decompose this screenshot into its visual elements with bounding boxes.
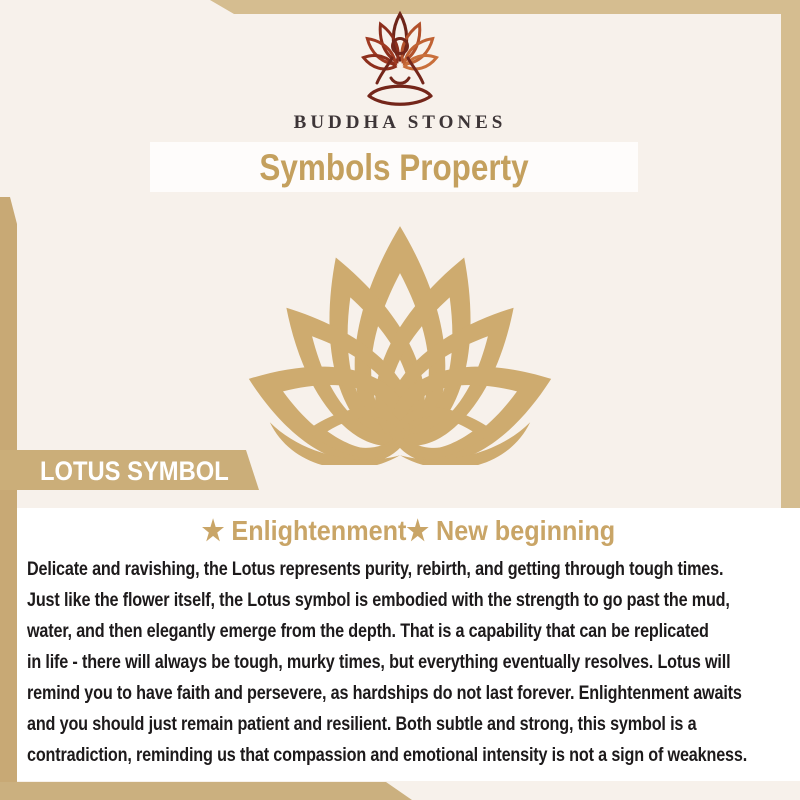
body-line: in life - there will always be tough, murky times, but everything eventually resolves. Lotus will (27, 651, 731, 673)
content-panel (17, 508, 800, 781)
title-box (150, 142, 638, 192)
body-line: water, and then elegantly emerge from the depth. That is a capability that can be replicated (27, 620, 709, 642)
ribbon-label: LOTUS SYMBOL (40, 456, 229, 486)
body-text (27, 554, 797, 771)
page-title: Symbols Property (259, 147, 529, 188)
body-line: Delicate and ravishing, the Lotus represents purity, rebirth, and getting through tough times. (27, 558, 724, 580)
brand-name: BUDDHA STONES (293, 112, 507, 133)
lotus-flower-icon (170, 193, 630, 465)
body-line: contradiction, reminding us that compassion and emotional intensity is not a sign of weakness. (27, 744, 748, 766)
lotus-meditation-icon (285, 10, 515, 110)
body-line: remind you to have faith and persevere, as hardships do not last forever. Enlightenment awaits (27, 682, 742, 704)
body-line: and you should just remain patient and resilient. Both subtle and strong, this symbol is a (27, 713, 697, 735)
body-line: Just like the flower itself, the Lotus symbol is embodied with the strength to go past the mud, (27, 589, 730, 611)
benefits-heading: ★ Enlightenment★ New beginning (201, 515, 616, 546)
